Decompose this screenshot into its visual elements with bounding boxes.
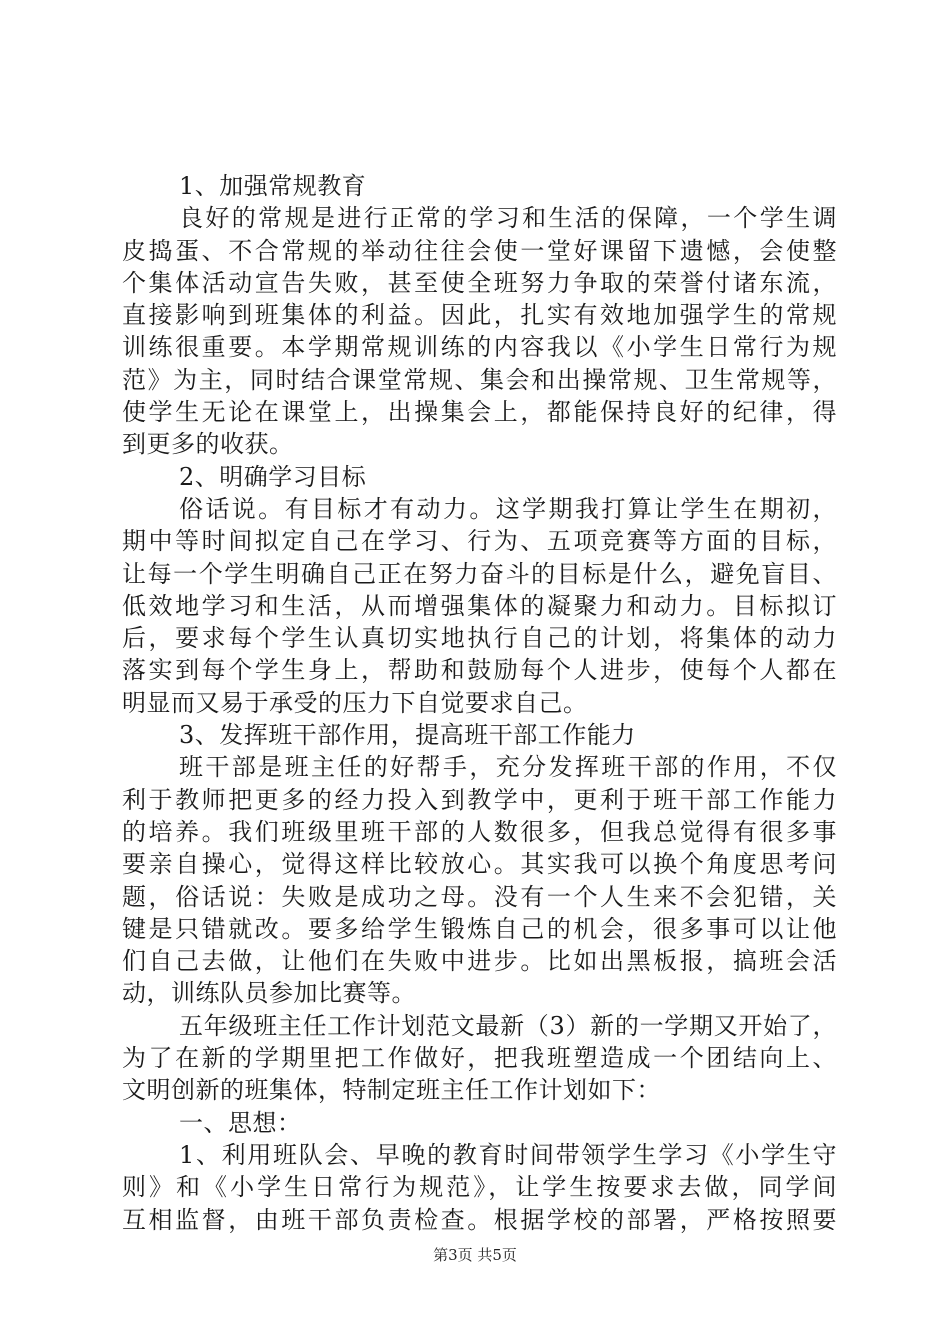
text-line: 互相监督，由班干部负责检查。根据学校的部署，严格按照要	[122, 1205, 837, 1234]
page-footer: 第3页 共5页	[433, 1246, 517, 1264]
text-line: 1、利用班队会、早晚的教育时间带领学生学习《小学生守	[179, 1140, 837, 1169]
text-line: 直接影响到班集体的利益。因此，扎实有效地加强学生的常规	[122, 301, 837, 330]
text-line: 1、加强常规教育	[179, 172, 367, 200]
text-line: 到更多的收获。	[122, 430, 294, 459]
text-line: 明显而又易于承受的压力下自觉要求自己。	[122, 688, 588, 717]
text-line: 2、明确学习目标	[179, 462, 367, 491]
text-line: 落实到每个学生身上，帮助和鼓励每个人进步，使每个人都在	[122, 656, 837, 685]
text-line: 们自己去做，让他们在失败中进步。比如出黑板报，搞班会活	[122, 947, 837, 976]
text-line: 则》和《小学生日常行为规范》，让学生按要求去做，同学间	[122, 1173, 837, 1202]
text-line: 一、思想：	[179, 1108, 302, 1137]
text-line: 键是只错就改。要多给学生锻炼自己的机会，很多事可以让他	[122, 914, 837, 943]
document-body	[122, 170, 837, 1236]
text-line: 期中等时间拟定自己在学习、行为、五项竞赛等方面的目标，	[122, 527, 837, 556]
text-line: 题，俗话说：失败是成功之母。没有一个人生来不会犯错，关	[122, 882, 837, 911]
text-line: 皮捣蛋、不合常规的举动往往会使一堂好课留下遗憾，会使整	[122, 236, 837, 265]
text-line: 五年级班主任工作计划范文最新（3）新的一学期又开始了，	[179, 1011, 837, 1040]
text-line: 班干部是班主任的好帮手，充分发挥班干部的作用，不仅	[179, 753, 837, 782]
text-line: 3、发挥班干部作用，提高班干部工作能力	[179, 721, 636, 750]
text-line: 良好的常规是进行正常的学习和生活的保障，一个学生调	[179, 204, 837, 233]
text-line: 使学生无论在课堂上，出操集会上，都能保持良好的纪律，得	[122, 398, 837, 427]
text-line: 后，要求每个学生认真切实地执行自己的计划，将集体的动力	[122, 624, 837, 653]
text-line: 个集体活动宣告失败，甚至使全班努力争取的荣誉付诸东流，	[122, 268, 837, 297]
text-line: 的培养。我们班级里班干部的人数很多，但我总觉得有很多事	[122, 817, 837, 846]
text-line: 为了在新的学期里把工作做好，把我班塑造成一个团结向上、	[122, 1044, 837, 1073]
text-line: 训练很重要。本学期常规训练的内容我以《小学生日常行为规	[122, 333, 837, 362]
text-line: 文明创新的班集体，特制定班主任工作计划如下：	[122, 1076, 661, 1105]
text-line: 利于教师把更多的经力投入到教学中，更利于班干部工作能力	[122, 785, 837, 814]
text-line: 俗话说。有目标才有动力。这学期我打算让学生在期初，	[179, 494, 837, 523]
text-line: 要亲自操心，觉得这样比较放心。其实我可以换个角度思考问	[122, 850, 837, 879]
text-line: 动，训练队员参加比赛等。	[122, 979, 416, 1008]
text-line: 低效地学习和生活，从而增强集体的凝聚力和动力。目标拟订	[122, 591, 837, 620]
text-line: 范》为主，同时结合课堂常规、集会和出操常规、卫生常规等，	[122, 365, 837, 394]
text-line: 让每一个学生明确自己正在努力奋斗的目标是什么，避免盲目、	[122, 559, 837, 588]
